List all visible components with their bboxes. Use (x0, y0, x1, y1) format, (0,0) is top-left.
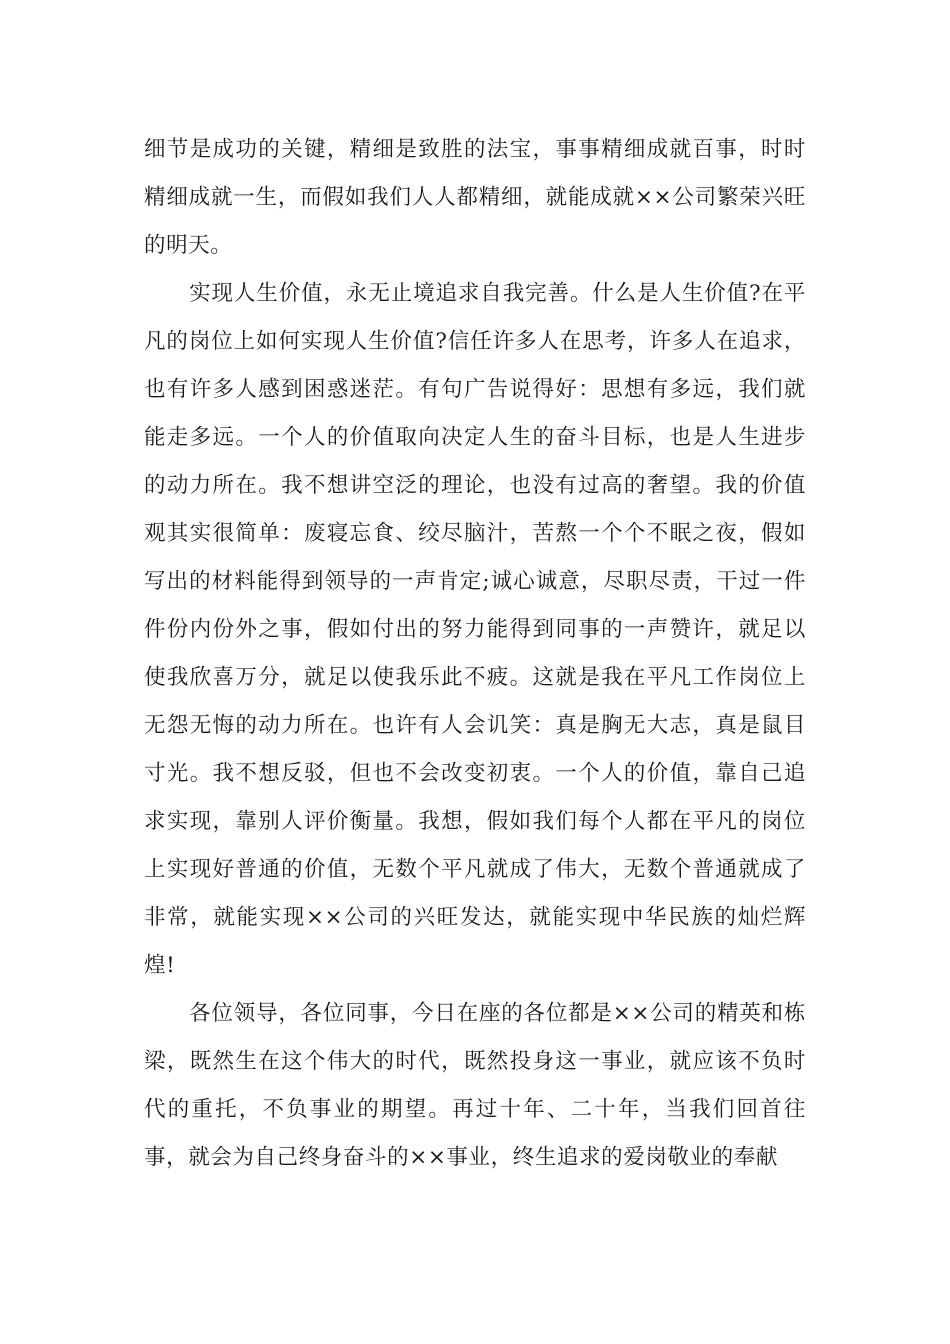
paragraph-2: 实现人生价值，永无止境追求自我完善。什么是人生价值?在平凡的岗位上如何实现人生价值?信任许多人在思考，许多人在追求，也有许多人感到困惑迷茫。有句广告说得好：思想有多远，我们就能走多远。一个人的价值取向决定人生的奋斗目标，也是人生进步的动力所在。我不想讲空泛的理论，也没有过高的奢望。我的价值观其实很简单：废寝忘食、绞尽脑汁，苦熬一个个不眠之夜，假如写出的材料能得到领导的一声肯定;诚心诚意，尽职尽责，干过一件件份内份外之事，假如付出的努力能得到同事的一声赞许，就足以使我欣喜万分，就足以使我乐此不疲。这就是我在平凡工作岗位上无怨无悔的动力所在。也许有人会讥笑：真是胸无大志，真是鼠目寸光。我不想反驳，但也不会改变初衷。一个人的价值，靠自己追求实现，靠别人评价衡量。我想，假如我们每个人都在平凡的岗位上实现好普通的价值，无数个平凡就成了伟大，无数个普通就成了非常，就能实现××公司的兴旺发达，就能实现中华民族的灿烂辉煌! (144, 281, 806, 978)
paragraph-3: 各位领导，各位同事，今日在座的各位都是××公司的精英和栋梁，既然生在这个伟大的时代，既然投身这一事业，就应该不负时代的重托，不负事业的期望。再过十年、二十年，当我们回首往事，就会为自己终身奋斗的××事业，终生追求的爱岗敬业的奉献 (144, 1001, 806, 1170)
paragraph-1: 细节是成功的关键，精细是致胜的法宝，事事精细成就百事，时时精细成就一生，而假如我们人人都精细，就能成就××公司繁荣兴旺的明天。 (144, 137, 806, 258)
document-body (144, 126, 806, 1182)
